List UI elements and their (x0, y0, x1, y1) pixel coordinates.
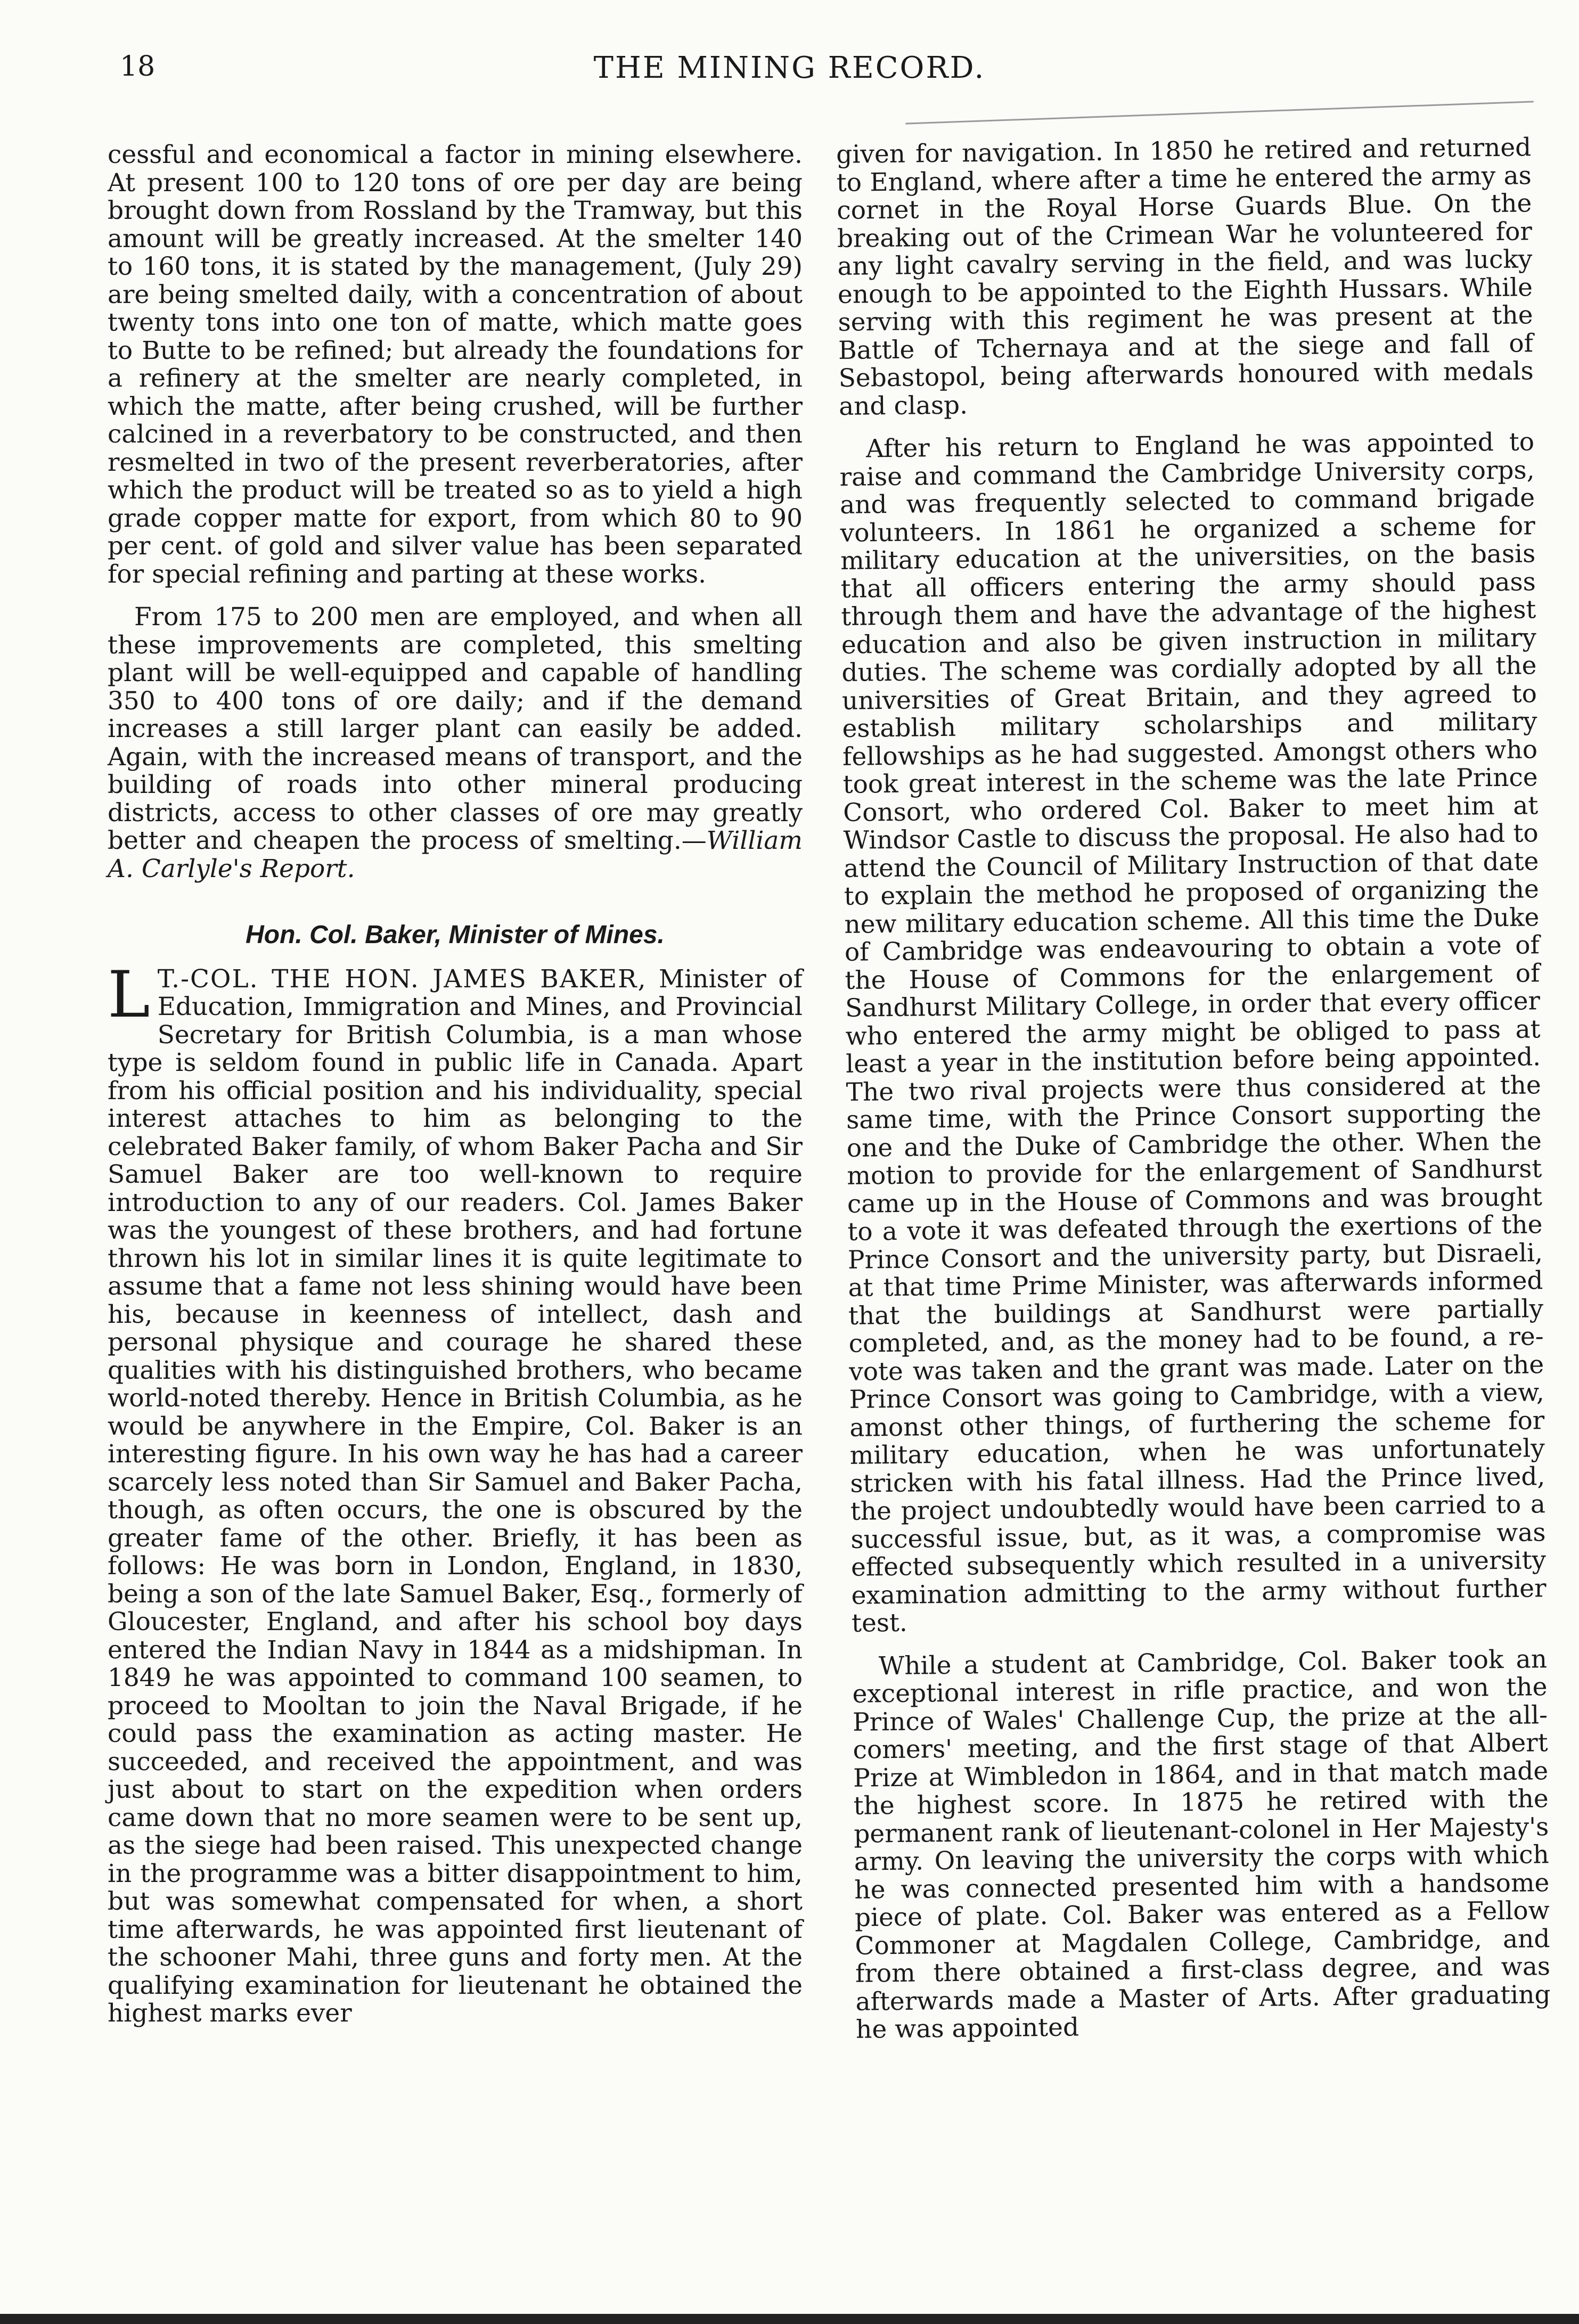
column-gutter (817, 160, 819, 2237)
continued-paragraph: cessful and economical a factor in mining elsewhere. At present 100 to 120 tons of ore per day are being brought down from Rossland by the Tramway, but this amount will be greatly increased. At the smelter 140 to 160 tons, it is stated by the management, (July 29) are being smelted daily, with a concentration of about twenty tons into one ton of matte, which matte goes to Butte to be refined; but already the foundations for a refinery at the smelter are nearly completed, in which the matte, after being crushed, will be further calcined in a reverbatory to be constructed, and then resmelted in two of the present reverberatories, after which the product will be treated so as to yield a high grade copper matte for export, from which 80 to 90 per cent. of gold and silver value has been separated for special refining and parting at these works. (108, 140, 803, 589)
page-number: 18 (120, 51, 156, 83)
right-column (836, 134, 1551, 2044)
page-header (0, 51, 1579, 99)
cambridge-paragraph: While a student at Cambridge, Col. Baker took an exceptional interest in rifle practice, and won the Prince of Wales' Challenge Cup, the prize at the all-comers' meeting, and the first stage of that Albert Prize at Wimbledon in 1864, and in that match made the highest score. In 1875 he retired with the permanent rank of lieutenant-colonel in Her Majesty's army. On leaving the university the corps with which he was connected presented him with a handsome piece of plate. Col. Baker was entered as a Fellow Commoner at Magdalen College, Cambridge, and from there obtained a first-class degree, and was afterwards made a Master of Arts. After graduating he was appointed (852, 1644, 1551, 2044)
drop-cap: L (108, 958, 150, 1032)
section-heading: Hon. Col. Baker, Minister of Mines. (246, 921, 665, 949)
left-column (108, 141, 803, 2028)
report-paragraph-text: From 175 to 200 men are employed, and when all these improvements are completed, this smelting plant will be well-equipped and capable of handling 350 to 400 tons of ore daily; and if the demand increases a still larger plant can easily be added. Again, with the increased means of transport, and the building of roads into other mineral producing districts, access to other classes of ore may greatly better and cheapen the process of smelting.— (108, 602, 803, 855)
report-paragraph (108, 603, 803, 883)
lead-in: T.-COL. THE HON. JAMES BAKER, (157, 964, 647, 994)
article-opening-paragraph (108, 958, 803, 2028)
header-rule (905, 101, 1533, 124)
article-paragraph-text: Minister of Education, Immigration and Mines, and Provincial Secretary for British Columbia, is a man whose type is seldom found in public life in Canada. Apart from his official position and his individuality, special interest attaches to him as belonging to the celebrated Baker family, of whom Baker Pacha and Sir Samuel Baker are too well-known to require introduction to any of our readers. Col. James Baker was the youngest of these brothers, and had fortune thrown his lot in similar lines it is quite legitimate to assume that a fame not less shining would have been his, because in keenness of intellect, dash and personal physique and courage he shared these qualities with his distinguished brothers, who became world-noted thereby. Hence in British Columbia, as he would be anywhere in the Empire, Col. Baker is an interesting figure. In his own way he has had a career scarcely less noted than Sir Samuel and Baker Pacha, though, as often occurs, the one is obscured by the greater fame of the other. Briefly, it has been as follows: He was born in London, England, in 1830, being a son of the late Samuel Baker, Esq., formerly of Gloucester, England, and after his school boy days entered the Indian Navy in 1844 as a midshipman. In 1849 he was appointed to command 100 seamen, to proceed to Mooltan to join the Naval Brigade, if he could pass the examination as acting master. He succeeded, and received the appointment, and was just about to start on the expedition when orders came down that no more seamen were to be sent up, as the siege had been raised. This unexpected change in the programme was a bitter disappointment to him, but was somewhat compensated for when, a short time afterwards, he was appointed first lieutenant of the schooner Mahi, three guns and forty men. At the qualifying examination for lieutenant he obtained the highest marks ever (108, 964, 803, 2028)
report-byline: William A. Carlyle's Report. (108, 826, 803, 883)
career-paragraph: given for navigation. In 1850 he retired and returned to England, where after a time he entered the army as cornet in the Royal Horse Guards Blue. On the breaking out of the Crimean War he volunteered for any light cavalry serving in the field, and was lucky enough to be appointed to the Eighth Hussars. While serving with this regiment he was present at the Battle of Tchernaya and at the siege and fall of Sebastopol, being afterwards honoured with medals and clasp. (836, 133, 1534, 421)
running-title: THE MINING RECORD. (593, 51, 986, 85)
bottom-rule (0, 2314, 1579, 2324)
military-education-paragraph: After his return to England he was appointed to raise and command the Cambridge University corps, and was frequently selected to command brigade volunteers. In 1861 he organized a scheme for military education at the universities, on the basis that all officers entering the army should pass through them and have the advantage of the highest education and also be given instruction in military duties. The scheme was cordially adopted by all the universities of Great Britain, and they agreed to establish military scholarships and military fellowships as he had suggested. Amongst others who took great interest in the scheme was the late Prince Consort, who ordered Col. Baker to meet him at Windsor Castle to discuss the proposal. He also had to attend the Council of Military Instruction of that date to explain the method he proposed of organizing the new military education scheme. All this time the Duke of Cambridge was endeavouring to obtain a vote of the House of Commons for the enlargement of Sandhurst Military College, in order that every officer who entered the army might be obliged to pass at least a year in the institution before being appointed. The two rival projects were thus considered at the same time, with the Prince Consort supporting the one and the Duke of Cambridge the other. When the motion to provide for the enlargement of Sandhurst came up in the House of Commons and was brought to a vote it was defeated through the exertions of the Prince Consort and the university party, but Disraeli, at that time Prime Minister, was afterwards informed that the buildings at Sandhurst were partially completed, and, as the money had to be found, a re-vote was taken and the grant was made. Later on the Prince Consort was going to Cambridge, with a view, amonst other things, of furthering the scheme for military education, when he was unfortunately stricken with his fatal illness. Had the Prince lived, the project undoubtedly would have been carried to a successful issue, but, as it was, a compromise was effected subsequently which resulted in a university examination admitting to the army without further test. (839, 427, 1547, 1638)
